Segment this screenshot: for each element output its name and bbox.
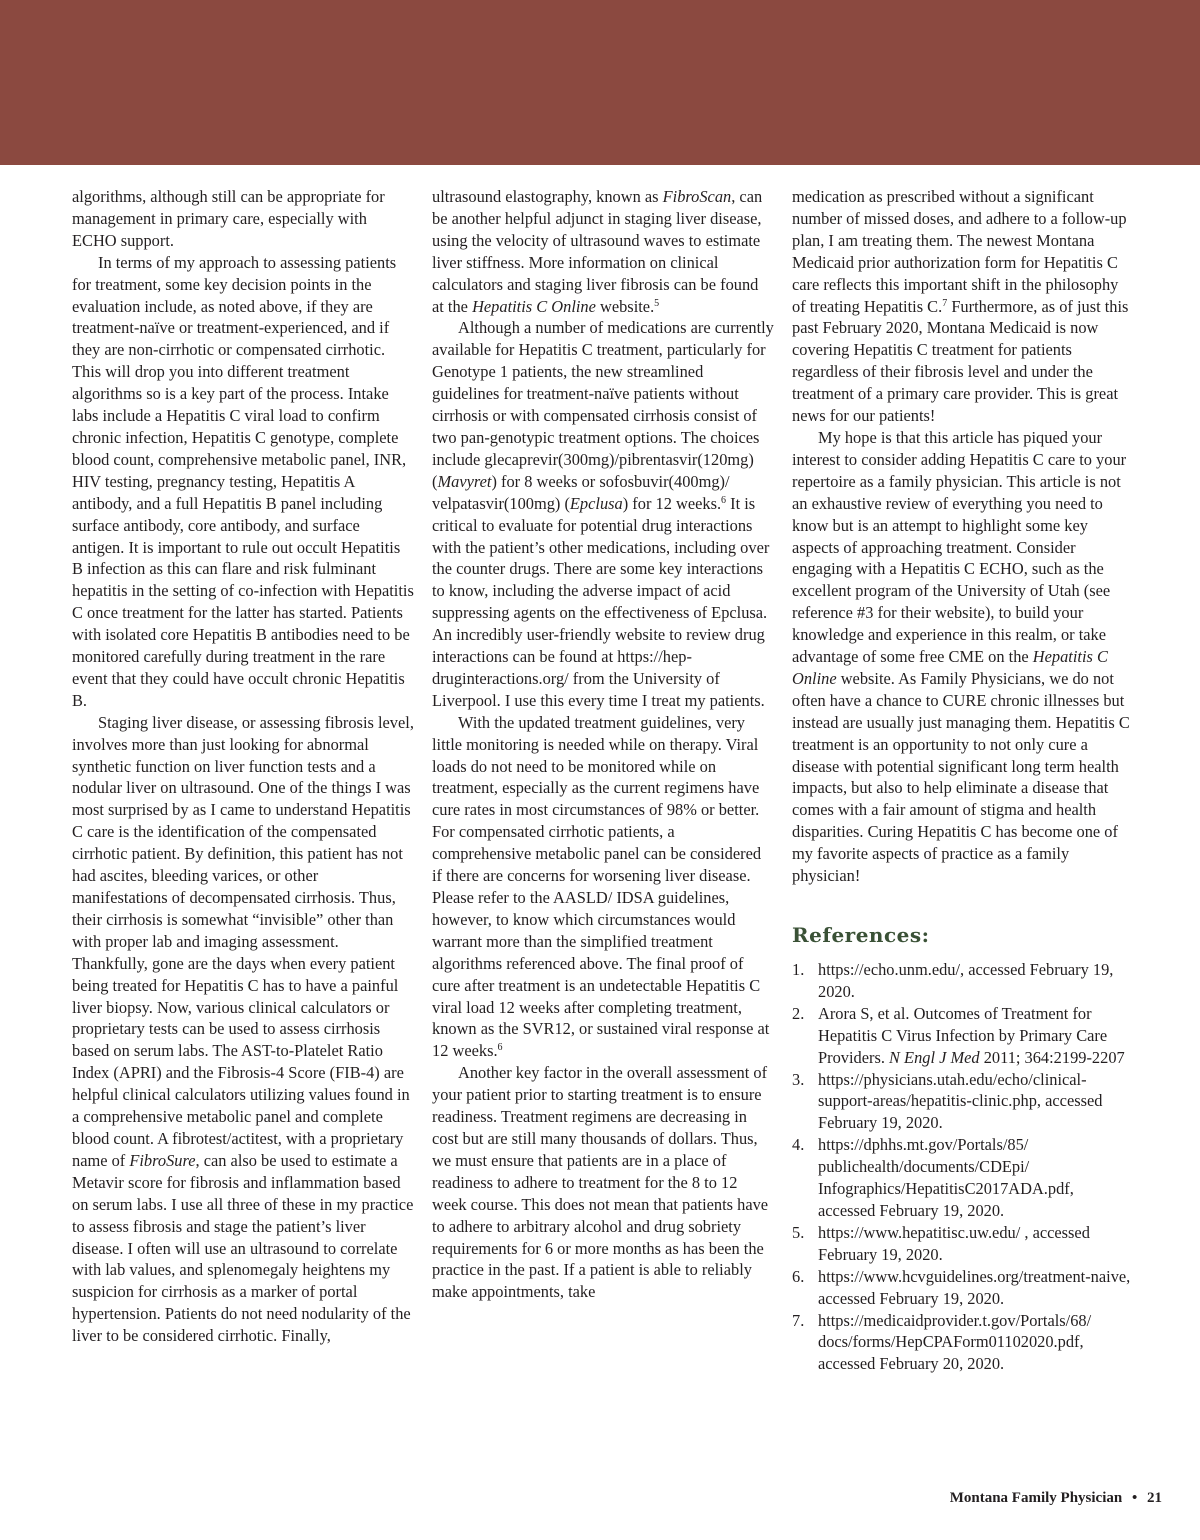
reference-link[interactable]: https://www.hcvguidelines.org/treatment-naive, accessed February 19, 2020. <box>818 1266 1131 1308</box>
reference-item: 6. https://www.hcvguidelines.org/treatment-naive, accessed February 19, 2020. <box>792 1266 1131 1308</box>
header-banner <box>0 0 1200 165</box>
reference-item: 5. https://www.hepatitisc.uw.edu/ , accessed February 19, 2020. <box>792 1222 1090 1264</box>
paragraph: Another key factor in the overall assessment of your patient prior to starting treatment is to ensure readiness. Treatment regimens are decreasing in cost but are still many thousands of dollars. Thus, we must ensure that patients are in a place of readiness to adhere to treatment for the 8 to 12 week course. This does not mean that patients have to adhere to arbitrary alcohol and drug sobriety requirements for 6 or more months as has been the practice in the past. If a patient is able to reliably make appointments, take <box>432 1063 769 1302</box>
page-footer <box>950 1490 1162 1507</box>
footer-bullet: • <box>1131 1490 1138 1506</box>
paragraph: In terms of my approach to assessing patients for treatment, some key decision points in the evaluation include, as noted above, if they are treatment-naïve or treatment-experienced, and if they are non-cirrhotic or compensated cirrhotic. This will drop you into different treatment algorithms so is a key part of the process. Intake labs include a Hepatitis C viral load to confirm chronic infection, Hepatitis C genotype, complete blood count, comprehensive metabolic panel, INR, HIV testing, pregnancy testing, Hepatitis A antibody, and a full Hepatitis B panel including surface antibody, core antibody, and surface antigen. It is important to rule out occult Hepatitis B infection as this can flare and risk fulminant hepatitis in the setting of co-infection with Hepatitis C once treatment for the latter has started. Patients with isolated core Hepatitis B antibodies need to be monitored carefully during treatment in the rare event that they could have occult chronic Hepatitis B. <box>72 252 414 710</box>
references-list <box>792 959 1134 1375</box>
reference-item: 7. https://medicaidprovider.t.gov/Portals/68/ docs/forms/HepCPAForm01102020.pdf, accessed February 20, 2020. <box>792 1310 1092 1374</box>
reference-item: 3. https://physicians.utah.edu/echo/clinical-support-areas/hepatitis-clinic.php, accessed February 19, 2020. <box>792 1069 1103 1133</box>
reference-item: 1. https://echo.unm.edu/, accessed February 19, 2020. <box>792 960 1114 1001</box>
reference-item: 4. https://dphhs.mt.gov/Portals/85/ publichealth/documents/CDEpi/ Infographics/HepatitisC2017ADA.pdf, accessed February 19, 2020. <box>792 1135 1074 1220</box>
reference-item: 2. Arora S, et al. Outcomes of Treatment for Hepatitis C Virus Infection by Primary Care Providers. N Engl J Med 2011; 364:2199-2207 <box>792 1003 1125 1067</box>
paragraph: My hope is that this article has piqued your interest to consider adding Hepatitis C care to your repertoire as a family physician. This article is not an exhaustive review of everything you need to know but is an attempt to highlight some key aspects of approaching treatment. Consider engaging with a Hepatitis C ECHO, such as the excellent program of the University of Utah (see reference #3 for their website), to build your knowledge and experience in this realm, or take advantage of some free CME on the Hepatitis C Online website. As Family Physicians, we do not often have a chance to CURE chronic illnesses but instead are usually just managing them. Hepatitis C treatment is an opportunity to not only cure a disease with potential significant long term health impacts, but also to help eliminate a disease that comes with a fair amount of stigma and health disparities. Curing Hepatitis C has become one of my favorite aspects of practice as a family physician! <box>792 427 1130 886</box>
reference-link[interactable]: https://echo.unm.edu/, accessed February 19, 2020. <box>818 960 1114 1001</box>
paragraph: algorithms, although still can be appropriate for management in primary care, especially with ECHO support. <box>72 187 385 250</box>
paragraph: medication as prescribed without a significant number of missed doses, and adhere to a follow-up plan, I am treating them. The newest Montana Medicaid prior authorization form for Hepatitis C care reflects this important shift in the philosophy of treating Hepatitis C.$^7$ Furthermore, as of just this past February 2020, Montana Medicaid is now covering Hepatitis C treatment for patients regardless of their fibrosis level and under the treatment of a primary care provider. This is great news for our patients! <box>792 187 1129 426</box>
references-heading: References: <box>792 923 930 947</box>
article-column-2 <box>432 186 774 1303</box>
paragraph: Staging liver disease, or assessing fibrosis level, involves more than just looking for abnormal synthetic function on liver function tests and a nodular liver on ultrasound. One of the things I was most surprised by as I came to understand Hepatitis C care is the identification of the compensated cirrhotic patient. By definition, this patient has not had ascites, bleeding varices, or other manifestations of decompensated cirrhosis. Thus, their cirrhosis is somewhat “invisible” other than with proper lab and imaging assessment. Thankfully, gone are the days when every patient being treated for Hepatitis C has to have a painful liver biopsy. Now, various clinical calculators or proprietary tests can be used to assess cirrhosis based on serum labs. The AST-to-Platelet Ratio Index (APRI) and the Fibrosis-4 Score (FIB-4) are helpful clinical calculators utilizing values found in a comprehensive metabolic panel and complete blood count. A fibrotest/actitest, with a proprietary name of FibroSure, can also be used to estimate a Metavir score for fibrosis and inflammation based on serum labs. I use all three of these in my practice to assess fibrosis and stage the patient’s liver disease. I often will use an ultrasound to correlate with lab values, and splenomegaly heightens my suspicion for cirrhosis as a marker of portal hypertension. Patients do not need nodularity of the liver to be considered cirrhotic. Finally, <box>72 712 414 1346</box>
reference-link[interactable]: https://dphhs.mt.gov/Portals/85/ publichealth/documents/CDEpi/ Infographics/HepatitisC2017ADA.pdf, accessed February 19, 2020. <box>818 1135 1074 1220</box>
page-number: 21 <box>1147 1490 1162 1506</box>
paragraph: Although a number of medications are currently available for Hepatitis C treatment, particularly for Genotype 1 patients, the new streamlined guidelines for treatment-naïve patients without cirrhosis or with compensated cirrhosis consist of two pan-genotypic treatment options. The choices include glecaprevir(300mg)/pibrentasvir(120mg) (Mavyret) for 8 weeks or sofosbuvir(400mg)/ velpatasvir(100mg) (Epclusa) for 12 weeks.$^6$ It is critical to evaluate for potential drug interactions with the patient’s other medications, including over the counter drugs. There are some key interactions to know, including the adverse impact of acid suppressing agents on the effectiveness of Epclusa. An incredibly user-friendly website to review drug interactions can be found at https://hep-druginteractions.org/ from the University of Liverpool. I use this every time I treat my patients. <box>432 318 774 710</box>
paragraph: With the updated treatment guidelines, very little monitoring is needed while on therapy. Viral loads do not need to be monitored while on treatment, especially as the current regimens have cure rates in most circumstances of 98% or better. For compensated cirrhotic patients, a comprehensive metabolic panel can be considered if there are concerns for worsening liver disease. Please refer to the AASLD/ IDSA guidelines, however, to know which circumstances would warrant more than the simplified treatment algorithms referenced above. The final proof of cure after treatment is an undetectable Hepatitis C viral load 12 weeks after completing treatment, known as the SVR12, or sustained viral response at 12 weeks.$^6$ <box>432 712 770 1061</box>
reference-link[interactable]: https://www.hepatitisc.uw.edu/ , accessed February 19, 2020. <box>818 1222 1090 1264</box>
article-column-3 <box>792 186 1134 1375</box>
publication-name: Montana Family Physician <box>949 1490 1123 1506</box>
article-column-1 <box>72 186 414 1347</box>
paragraph: ultrasound elastography, known as FibroScan, can be another helpful adjunct in staging liver disease, using the velocity of ultrasound waves to estimate liver stiffness. More information on clinical calculators and staging liver fibrosis can be found at the Hepatitis C Online website.$^5$ <box>432 187 763 316</box>
reference-link[interactable]: https://physicians.utah.edu/echo/clinical-support-areas/hepatitis-clinic.php, accessed February 19, 2020. <box>818 1069 1103 1133</box>
reference-link[interactable]: https://medicaidprovider.t.gov/Portals/68/ docs/forms/HepCPAForm01102020.pdf, accessed February 20, 2020. <box>818 1310 1092 1374</box>
